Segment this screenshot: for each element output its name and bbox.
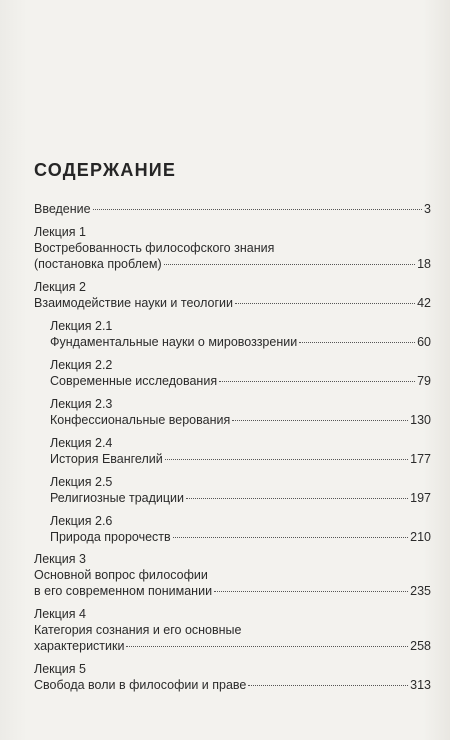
leader-dots xyxy=(186,498,408,499)
toc-entry-lecture-2-3[interactable] xyxy=(50,396,431,428)
toc-entry-lecture-2-6[interactable] xyxy=(50,513,431,545)
toc-page-number: 3 xyxy=(424,202,431,216)
leader-dots xyxy=(299,342,415,343)
leader-dots xyxy=(165,459,408,460)
toc-entry-title: Введение xyxy=(34,202,91,216)
toc-entry-title: в его современном понимании xyxy=(34,584,213,598)
leader-dots xyxy=(235,303,415,304)
leader-dots xyxy=(126,646,408,647)
toc-entry-lecture-3[interactable] xyxy=(34,551,431,599)
toc-page-number: 18 xyxy=(417,257,431,271)
toc-entry-heading: Лекция 2.3 xyxy=(50,397,113,411)
toc-entry-heading: Лекция 2.4 xyxy=(50,436,113,450)
toc-entry-lecture-1[interactable] xyxy=(34,224,431,272)
toc-entry-lecture-2-5[interactable] xyxy=(50,474,431,506)
toc-entry-heading: Лекция 2.1 xyxy=(50,319,113,333)
toc-entry-lecture-2-1[interactable] xyxy=(50,318,431,350)
toc-entry-lecture-2[interactable] xyxy=(34,279,431,311)
toc-page-number: 235 xyxy=(410,584,431,598)
toc-entry-heading: Лекция 1 xyxy=(34,225,86,239)
toc-entry-heading: Лекция 2.2 xyxy=(50,358,113,372)
toc-entry-lecture-2-4[interactable] xyxy=(50,435,431,467)
toc-page-number: 130 xyxy=(410,413,431,427)
toc-page-number: 177 xyxy=(410,452,431,466)
leader-dots xyxy=(164,264,415,265)
leader-dots xyxy=(232,420,408,421)
leader-dots xyxy=(248,685,408,686)
leader-dots xyxy=(173,537,408,538)
toc-title: СОДЕРЖАНИЕ xyxy=(34,160,177,180)
leader-dots xyxy=(214,591,408,592)
toc-page-number: 258 xyxy=(410,639,431,653)
toc-entry-lecture-5[interactable] xyxy=(34,661,431,693)
toc-entry-heading: Лекция 4 xyxy=(34,607,86,621)
toc-page-number: 313 xyxy=(410,678,431,692)
toc-entry-heading: Лекция 3 xyxy=(34,552,86,566)
toc-entry-introduction[interactable] xyxy=(34,201,431,217)
toc-entry-title: Природа пророчеств xyxy=(50,530,171,544)
toc-entry-title: Религиозные традиции xyxy=(50,491,185,505)
toc-entry-heading: Лекция 5 xyxy=(34,662,86,676)
toc-entry-title: Современные исследования xyxy=(50,374,218,388)
toc-entry-title: История Евангелий xyxy=(50,452,163,466)
toc-entry-title: (постановка проблем) xyxy=(34,257,162,271)
toc-entry-lecture-4[interactable] xyxy=(34,606,431,654)
toc-entry-title: Свобода воли в философии и праве xyxy=(34,678,247,692)
toc-entry-heading: Лекция 2 xyxy=(34,280,86,294)
toc-entry-title: Основной вопрос философии xyxy=(34,568,208,582)
toc-entry-title: Востребованность философского знания xyxy=(34,241,275,255)
toc-entry-heading: Лекция 2.5 xyxy=(50,475,113,489)
toc-entry-title: Конфессиональные верования xyxy=(50,413,231,427)
toc-entry-heading: Лекция 2.6 xyxy=(50,514,113,528)
toc-entry-title: Взаимодействие науки и теологии xyxy=(34,296,233,310)
toc-entry-title: Фундаментальные науки о мировоззрении xyxy=(50,335,298,349)
leader-dots xyxy=(219,381,415,382)
leader-dots xyxy=(93,209,422,210)
toc-entry-lecture-2-2[interactable] xyxy=(50,357,431,389)
toc-page-number: 42 xyxy=(417,296,431,310)
toc-page-number: 197 xyxy=(410,491,431,505)
toc-entry-title: характеристики xyxy=(34,639,125,653)
toc-page-number: 79 xyxy=(417,374,431,388)
toc-page-number: 60 xyxy=(417,335,431,349)
toc-entry-title: Категория сознания и его основные xyxy=(34,623,242,637)
toc-page-number: 210 xyxy=(410,530,431,544)
